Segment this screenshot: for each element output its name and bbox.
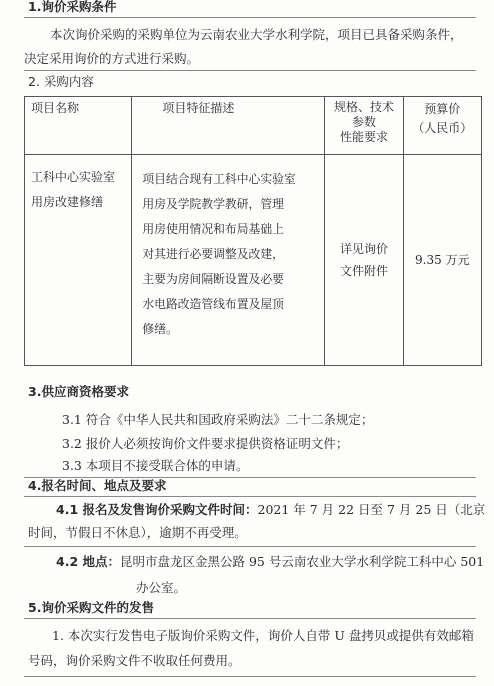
section-3-item-3: 3.3 本项目不接受联合体的申请。: [62, 458, 249, 473]
section-5-para-line-1: 1. 本次实行发售电子版询价采购文件，询价人自带 U 盘拷贝或提供有效邮箱: [52, 628, 474, 643]
section-4-item-1-label: 4.1 报名及发售询价采购文件时间：: [56, 502, 258, 517]
section-4-item-2-cont: 办公室。: [136, 580, 187, 595]
section-3-item-2: 3.2 报价人必须按询价文件要求提供资格证明文件；: [62, 436, 349, 451]
header-budget: 预算价 （人民币）: [403, 97, 481, 155]
section-3-title: 3.供应商资格要求: [28, 384, 129, 399]
section-4-item-2-text: 昆明市盘龙区金黑公路 95 号云南农业大学水利学院工科中心 501: [120, 554, 485, 569]
section-4-item-1-cont: 时间，节假日不休息），逾期不再受理。: [28, 525, 247, 540]
cell-budget: 9.35 万元: [403, 155, 481, 366]
section-5-para-line-2: 号码，询价采购文件不收取任何费用。: [28, 653, 241, 668]
table-header-row: [25, 97, 482, 155]
section-1-para-line-2: 决定采用询价的方式进行采购。: [24, 51, 200, 66]
divider: [24, 496, 476, 497]
divider: [24, 17, 476, 18]
section-4-item-1: [56, 502, 485, 518]
divider: [24, 676, 476, 677]
cell-project-name: 工科中心实验室 用房改建修缮: [25, 155, 132, 366]
header-project-name: 项目名称: [25, 97, 132, 155]
section-4-item-2-label: 4.2 地点：: [56, 554, 120, 569]
section-1-title: 1.询价采购条件: [28, 0, 117, 14]
section-4-item-1-text: 2021 年 7 月 22 日至 7 月 25 日（北京: [257, 502, 486, 517]
section-4-item-2: [56, 554, 484, 570]
section-4-title: 4.报名时间、地点及要求: [28, 478, 167, 493]
table-row: [25, 155, 482, 366]
section-2-title: 2. 采购内容: [28, 74, 94, 89]
section-1-para-line-1: 本次询价采购的采购单位为云南农业大学水利学院，项目已具备采购条件，: [50, 27, 463, 42]
divider: [24, 70, 476, 71]
header-project-desc: 项目特征描述: [132, 97, 325, 155]
cell-project-desc: 项目结合现有工科中心实验室 用房及学院教学教研，管理 用房使用情况和布局基础上 对其进行必要调整及改建， 主要为房间隔断设置及必要 水电路改造管线布置及屋顶 修缮。: [132, 155, 325, 366]
procurement-table: [24, 96, 482, 366]
divider: [24, 618, 476, 619]
divider: [24, 546, 476, 547]
cell-spec: 详见询价 文件附件: [325, 155, 403, 366]
section-3-item-1: 3.1 符合《中华人民共和国政府采购法》二十二条规定；: [62, 412, 374, 427]
header-spec: 规格、技术 参数 性能要求: [325, 97, 403, 155]
section-5-title: 5.询价采购文件的发售: [28, 600, 154, 615]
